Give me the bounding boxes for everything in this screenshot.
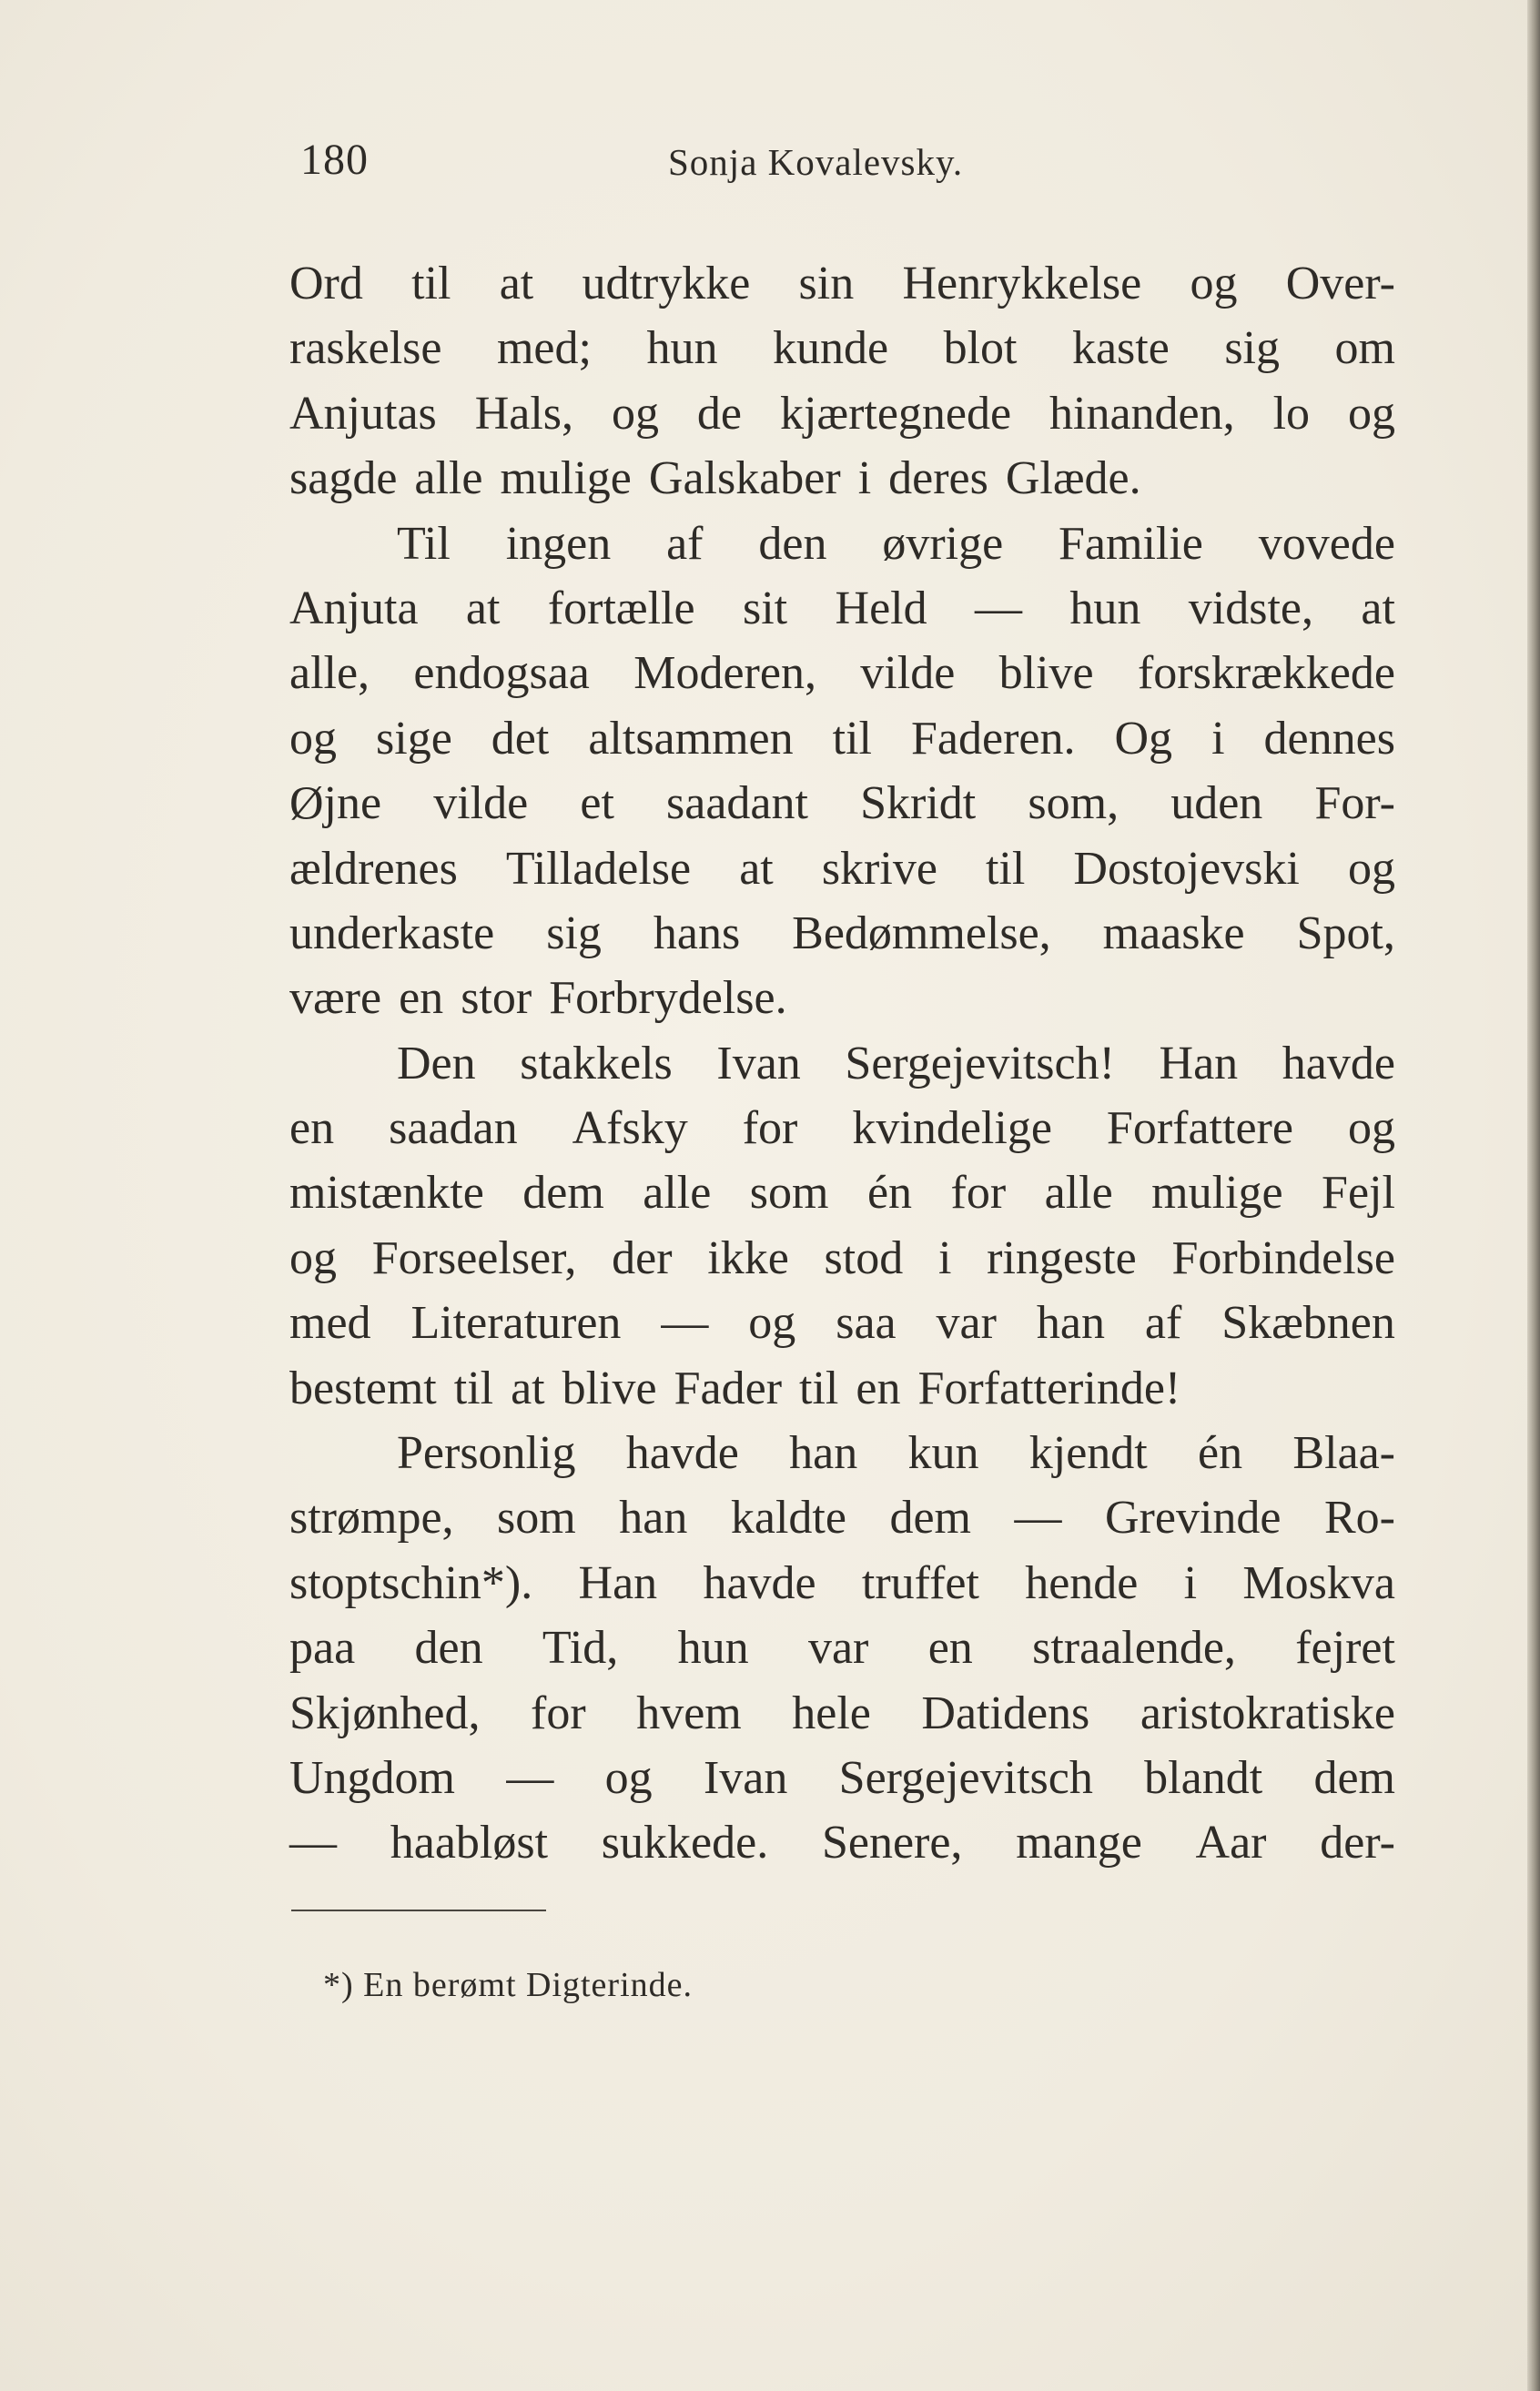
word: og bbox=[748, 1297, 796, 1350]
word: Forbindelse bbox=[1171, 1231, 1395, 1284]
word: hun bbox=[677, 1622, 749, 1675]
word: vidste, bbox=[1188, 582, 1313, 634]
word: Moskva bbox=[1242, 1556, 1395, 1609]
word: underkaste bbox=[289, 907, 495, 959]
word: lo bbox=[1272, 387, 1311, 440]
word: aristokratiske bbox=[1140, 1687, 1395, 1739]
word: Ord bbox=[289, 258, 363, 309]
text-line bbox=[289, 1421, 1395, 1485]
word: mistænkte bbox=[289, 1167, 484, 1220]
word: For- bbox=[1314, 777, 1395, 830]
word: Ivan bbox=[716, 1037, 801, 1089]
word: sit bbox=[742, 582, 788, 634]
word: hun bbox=[646, 322, 718, 375]
word: Skæbnen bbox=[1221, 1297, 1395, 1350]
word: hende bbox=[1025, 1556, 1139, 1609]
word: en bbox=[927, 1622, 973, 1675]
word: mulige bbox=[1151, 1167, 1283, 1220]
word: dem bbox=[522, 1167, 604, 1220]
word: straalende, bbox=[1032, 1622, 1236, 1675]
text-line bbox=[289, 1291, 1395, 1355]
word: til bbox=[799, 1362, 839, 1414]
word: kun bbox=[907, 1427, 979, 1480]
word: Hals, bbox=[474, 387, 574, 440]
word: til bbox=[411, 258, 451, 309]
word: af bbox=[666, 517, 704, 570]
word: Skridt bbox=[860, 777, 977, 830]
word: Tilladelse bbox=[505, 842, 692, 895]
word: paa bbox=[289, 1622, 356, 1675]
word: at bbox=[465, 582, 501, 634]
word: Anjutas bbox=[289, 387, 437, 440]
word: ældrenes bbox=[289, 842, 458, 895]
word: ringeste bbox=[987, 1231, 1137, 1284]
word: Forfatterinde! bbox=[917, 1362, 1181, 1414]
word: maaske bbox=[1102, 907, 1245, 959]
word: i bbox=[1183, 1556, 1198, 1609]
word: blive bbox=[998, 647, 1094, 700]
word: vilde bbox=[860, 647, 956, 700]
word: skrive bbox=[821, 842, 937, 895]
word: stod bbox=[824, 1231, 904, 1284]
word: af bbox=[1144, 1297, 1182, 1350]
word: Ivan bbox=[703, 1751, 788, 1804]
word: vovede bbox=[1258, 517, 1395, 570]
footnote: *) En berømt Digterinde. bbox=[323, 1966, 694, 2004]
word: stakkels bbox=[520, 1037, 673, 1089]
word: havde bbox=[625, 1427, 739, 1480]
word: — bbox=[289, 1817, 337, 1869]
text-line bbox=[289, 1485, 1395, 1550]
word: være bbox=[289, 972, 382, 1025]
word: et bbox=[580, 777, 614, 830]
word: Forfattere bbox=[1106, 1102, 1293, 1155]
word: sig bbox=[546, 907, 602, 959]
word: — bbox=[661, 1297, 709, 1350]
word: dem bbox=[1313, 1751, 1395, 1804]
text-line bbox=[289, 1226, 1395, 1291]
word: kjendt bbox=[1028, 1427, 1148, 1480]
word: til bbox=[453, 1362, 494, 1414]
word: det bbox=[491, 712, 550, 765]
word: og bbox=[611, 387, 659, 440]
word: hun bbox=[1069, 582, 1141, 634]
word: Tid, bbox=[542, 1622, 619, 1675]
word: fortælle bbox=[547, 582, 695, 634]
word: Han bbox=[1159, 1037, 1239, 1089]
word: saa bbox=[836, 1297, 897, 1350]
text-line bbox=[289, 1356, 1395, 1421]
word: truffet bbox=[861, 1556, 979, 1609]
word: den bbox=[414, 1622, 483, 1675]
text-line bbox=[289, 1096, 1395, 1160]
text-line bbox=[289, 706, 1395, 771]
word: Ungdom bbox=[289, 1751, 455, 1804]
text-line bbox=[289, 1810, 1395, 1875]
word: øvrige bbox=[882, 517, 1004, 570]
word: én bbox=[1198, 1427, 1243, 1480]
word: en bbox=[289, 1102, 335, 1155]
word: Personlig bbox=[397, 1427, 576, 1480]
word: hvem bbox=[636, 1687, 742, 1739]
word: Den bbox=[397, 1037, 476, 1089]
word: saadan bbox=[389, 1102, 518, 1155]
word: sige bbox=[376, 712, 452, 765]
word: endogsaa bbox=[413, 647, 590, 700]
word: og bbox=[289, 712, 337, 765]
word: blandt bbox=[1144, 1751, 1263, 1804]
word: til bbox=[832, 712, 872, 765]
word: som bbox=[497, 1492, 576, 1545]
word: kaste bbox=[1071, 322, 1170, 375]
word: altsammen bbox=[588, 712, 794, 765]
text-line bbox=[289, 1551, 1395, 1616]
text-line bbox=[289, 1160, 1395, 1225]
word: Forbrydelse. bbox=[549, 972, 787, 1025]
text-line bbox=[289, 381, 1395, 446]
word: Forseelser, bbox=[371, 1231, 577, 1284]
word: havde bbox=[703, 1556, 816, 1609]
word: at bbox=[1361, 582, 1395, 634]
word: for bbox=[950, 1167, 1007, 1220]
text-line bbox=[289, 512, 1395, 576]
word: og bbox=[289, 1231, 337, 1284]
word: Afsky bbox=[572, 1102, 688, 1155]
word: for bbox=[742, 1102, 798, 1155]
word: fejret bbox=[1295, 1622, 1395, 1675]
text-line bbox=[289, 576, 1395, 641]
word: og bbox=[1347, 1102, 1395, 1155]
word: Henrykkelse bbox=[902, 258, 1142, 309]
word: én bbox=[866, 1167, 913, 1220]
word: Over- bbox=[1285, 258, 1395, 309]
word: Galskaber bbox=[648, 452, 841, 505]
word: kaldte bbox=[730, 1492, 846, 1545]
footnote-divider bbox=[291, 1910, 546, 1911]
word: som bbox=[749, 1167, 829, 1220]
word: Familie bbox=[1059, 517, 1203, 570]
word: udtrykke bbox=[582, 258, 751, 309]
word: ingen bbox=[505, 517, 612, 570]
word: dennes bbox=[1263, 712, 1395, 765]
word: der bbox=[612, 1231, 673, 1284]
word: haabløst bbox=[390, 1817, 549, 1869]
word: Bedømmelse, bbox=[792, 907, 1051, 959]
word: og bbox=[1190, 258, 1238, 309]
word: alle bbox=[414, 452, 483, 505]
word: Blaa- bbox=[1292, 1427, 1395, 1480]
word: — bbox=[1014, 1492, 1062, 1545]
word: der- bbox=[1320, 1817, 1395, 1869]
word: deres bbox=[888, 452, 988, 505]
word: i bbox=[937, 1231, 952, 1284]
body-text bbox=[289, 251, 1395, 1876]
word: og bbox=[604, 1751, 653, 1804]
word: — bbox=[506, 1751, 554, 1804]
word: Til bbox=[397, 517, 451, 570]
word: de bbox=[696, 387, 742, 440]
word: alle bbox=[643, 1167, 712, 1220]
word: ikke bbox=[707, 1231, 789, 1284]
page-edge-shadow bbox=[1527, 0, 1540, 2391]
word: Aar bbox=[1195, 1817, 1267, 1869]
text-line bbox=[289, 836, 1395, 901]
word: kjærtegnede bbox=[779, 387, 1012, 440]
word: at bbox=[739, 842, 774, 895]
word: stoptschin*). bbox=[289, 1556, 533, 1609]
word: en bbox=[856, 1362, 901, 1414]
word: han bbox=[619, 1492, 688, 1545]
word: Øjne bbox=[289, 777, 382, 830]
word: sig bbox=[1224, 322, 1280, 375]
word: Sergejevitsch! bbox=[845, 1037, 1115, 1089]
text-line bbox=[289, 316, 1395, 380]
text-line bbox=[289, 641, 1395, 705]
word: Spot, bbox=[1296, 907, 1395, 959]
word: han bbox=[1036, 1297, 1105, 1350]
word: mulige bbox=[500, 452, 632, 505]
word: at bbox=[511, 1362, 545, 1414]
word: Anjuta bbox=[289, 582, 419, 634]
word: Ro- bbox=[1324, 1492, 1395, 1545]
word: hans bbox=[653, 907, 741, 959]
word: hele bbox=[792, 1687, 871, 1739]
text-line bbox=[289, 1746, 1395, 1810]
text-line bbox=[289, 1031, 1395, 1096]
word: Han bbox=[578, 1556, 658, 1609]
word: Glæde. bbox=[1005, 452, 1141, 505]
word: i bbox=[857, 452, 872, 505]
page-number: 180 bbox=[300, 136, 369, 184]
text-line bbox=[289, 1616, 1395, 1680]
word: strømpe, bbox=[289, 1492, 454, 1545]
text-line bbox=[289, 966, 1395, 1030]
word: han bbox=[789, 1427, 858, 1480]
text-line bbox=[289, 771, 1395, 836]
text-line bbox=[289, 446, 1395, 511]
word: og bbox=[1347, 842, 1395, 895]
text-line bbox=[289, 901, 1395, 966]
word: Moderen, bbox=[633, 647, 816, 700]
word: hinanden, bbox=[1049, 387, 1235, 440]
running-head: Sonja Kovalevsky. bbox=[668, 141, 964, 183]
word: med; bbox=[496, 322, 592, 375]
word: med bbox=[289, 1297, 371, 1350]
word: en bbox=[399, 972, 444, 1025]
word: alle bbox=[1044, 1167, 1113, 1220]
word: vilde bbox=[433, 777, 529, 830]
word: forskrækkede bbox=[1137, 647, 1395, 700]
word: den bbox=[758, 517, 827, 570]
word: saadant bbox=[666, 777, 808, 830]
word: til bbox=[985, 842, 1026, 895]
word: i bbox=[1211, 712, 1225, 765]
word: Faderen. bbox=[910, 712, 1076, 765]
word: havde bbox=[1282, 1037, 1395, 1089]
word: var bbox=[936, 1297, 997, 1350]
word: Fader bbox=[674, 1362, 783, 1414]
word: Grevinde bbox=[1105, 1492, 1282, 1545]
word: Og bbox=[1114, 712, 1173, 765]
word: og bbox=[1347, 387, 1395, 440]
word: Fejl bbox=[1322, 1167, 1395, 1220]
word: — bbox=[975, 582, 1022, 634]
word: sagde bbox=[289, 452, 398, 505]
word: alle, bbox=[289, 647, 370, 700]
word: for bbox=[531, 1687, 586, 1739]
text-line bbox=[289, 1681, 1395, 1746]
word: kunde bbox=[772, 322, 889, 375]
word: Literaturen bbox=[410, 1297, 622, 1350]
word: dem bbox=[889, 1492, 971, 1545]
word: Dostojevski bbox=[1073, 842, 1300, 895]
word: sukkede. bbox=[601, 1817, 769, 1869]
word: Skjønhed, bbox=[289, 1687, 481, 1739]
word: bestemt bbox=[289, 1362, 437, 1414]
word: mange bbox=[1016, 1817, 1142, 1869]
word: Senere, bbox=[821, 1817, 963, 1869]
word: stor bbox=[461, 972, 532, 1025]
word: var bbox=[807, 1622, 869, 1675]
word: Datidens bbox=[921, 1687, 1090, 1739]
word: kvindelige bbox=[852, 1102, 1052, 1155]
word: Sergejevitsch bbox=[838, 1751, 1093, 1804]
page-header bbox=[300, 133, 1120, 187]
word: om bbox=[1334, 322, 1395, 375]
word: raskelse bbox=[289, 322, 442, 375]
word: at bbox=[499, 258, 534, 309]
word: blive bbox=[562, 1362, 657, 1414]
word: Held bbox=[835, 582, 927, 634]
word: som, bbox=[1028, 777, 1120, 830]
text-line bbox=[289, 251, 1395, 316]
word: blot bbox=[943, 322, 1018, 375]
word: sin bbox=[798, 258, 855, 309]
word: uden bbox=[1170, 777, 1263, 830]
